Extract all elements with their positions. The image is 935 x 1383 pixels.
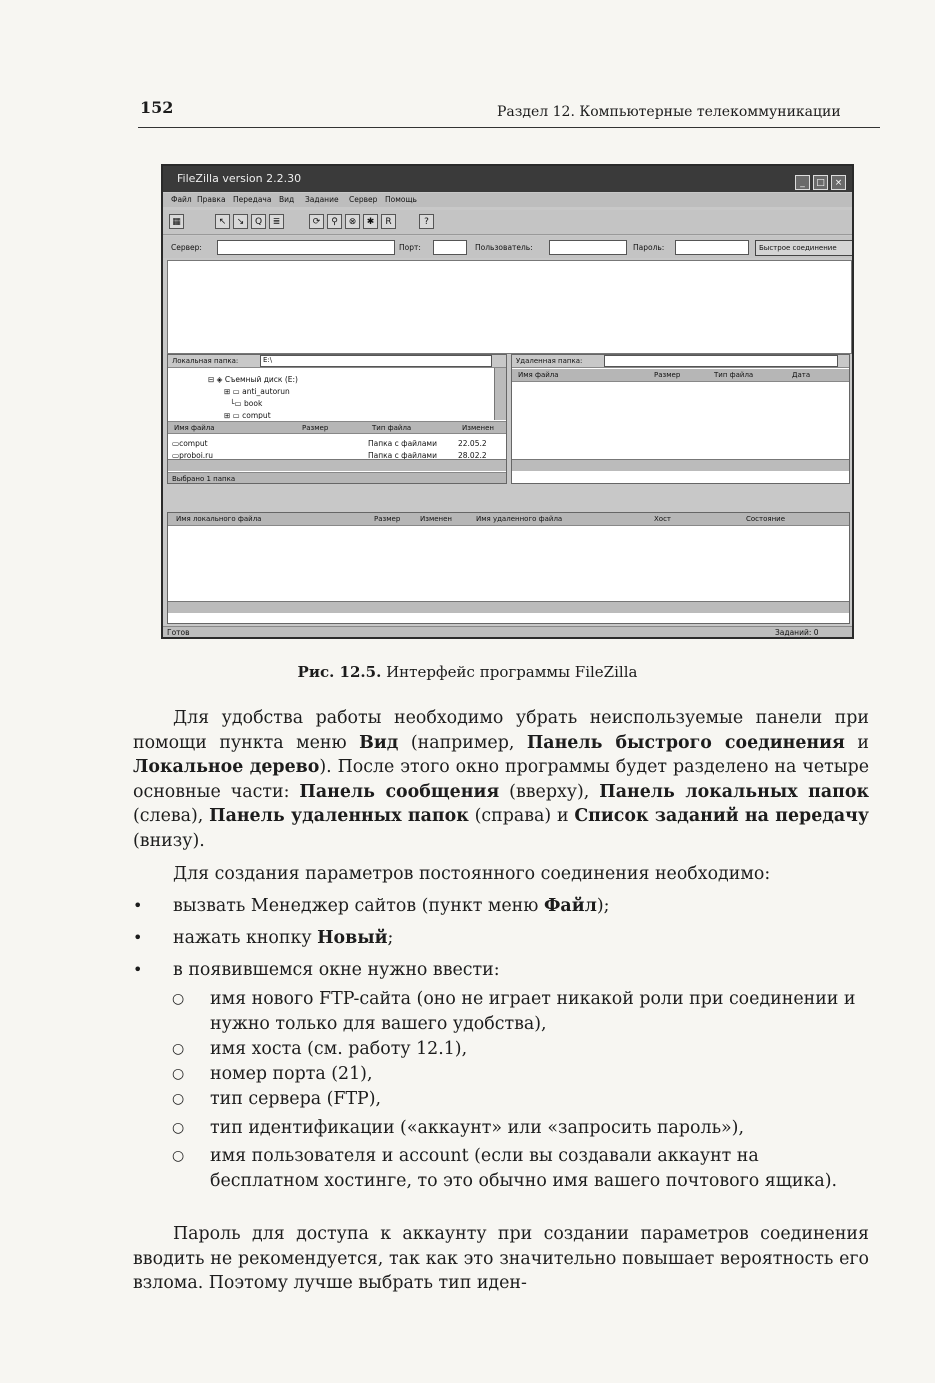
- menu-edit[interactable]: Правка: [197, 195, 226, 204]
- header-rule: [138, 127, 880, 128]
- status-queue-count: Заданий: 0: [775, 628, 819, 637]
- queue-columns: [168, 513, 849, 526]
- circle-bullet-icon: ○: [172, 1066, 185, 1082]
- sub-item: ○ тип идентификации («аккаунт» или «запросить пароль»),: [210, 1116, 868, 1141]
- sub-item: ○ тип сервера (FTP),: [210, 1087, 868, 1112]
- local-columns: [168, 421, 506, 434]
- help-icon[interactable]: ?: [419, 214, 434, 229]
- toggle-queue-icon[interactable]: ≣: [269, 214, 284, 229]
- col-date[interactable]: Дата: [792, 371, 811, 379]
- tree-scrollbar[interactable]: [494, 368, 506, 420]
- col-type[interactable]: Тип файла: [714, 371, 754, 379]
- col-type[interactable]: Тип файла: [372, 424, 412, 432]
- figure-caption: [0, 663, 935, 681]
- menu-file[interactable]: Файл: [171, 195, 192, 204]
- close-icon[interactable]: ×: [831, 175, 846, 190]
- col-modified[interactable]: Изменен: [420, 515, 453, 523]
- remote-columns: [512, 369, 849, 382]
- folder-icon: ▭: [172, 439, 180, 448]
- caption-text: Интерфейс программы FileZilla: [386, 663, 638, 681]
- quickconnect-button[interactable]: Быстрое соединение: [755, 240, 854, 256]
- toggle-log-icon[interactable]: ↖: [215, 214, 230, 229]
- local-status: Выбрано 1 папка: [168, 472, 506, 484]
- remote-path-input[interactable]: [604, 355, 838, 367]
- menu-bar: [163, 193, 852, 207]
- sub-item: ○ имя пользователя и account (если вы создавали аккаунт на бесплатном хостинге, то это обычно имя вашего почтового ящика).: [172, 1146, 838, 1191]
- menu-server[interactable]: Сервер: [349, 195, 378, 204]
- queue-hscrollbar[interactable]: [168, 601, 849, 613]
- remote-hscrollbar[interactable]: [512, 459, 849, 471]
- bullet-item: • в появившемся окне нужно ввести:: [173, 958, 500, 983]
- tree-item-anti-autorun[interactable]: ⊞ ▭ anti_autorun: [224, 387, 290, 396]
- password-input[interactable]: [675, 240, 749, 255]
- col-size[interactable]: Размер: [374, 515, 401, 523]
- bullet-item: • нажать кнопку Новый;: [173, 926, 393, 951]
- menu-transfer[interactable]: Передача: [233, 195, 272, 204]
- folder-icon: ▭: [232, 387, 240, 396]
- col-local-file[interactable]: Имя локального файла: [176, 515, 262, 523]
- menu-help[interactable]: Помощь: [385, 195, 417, 204]
- circle-bullet-icon: ○: [172, 1120, 185, 1136]
- disconnect-icon[interactable]: ✱: [363, 214, 378, 229]
- server-label: Сервер:: [171, 243, 202, 252]
- quickconnect-bar: [163, 236, 852, 258]
- bullet-icon: •: [133, 960, 143, 979]
- paragraph-2: Для создания параметров постоянного соединения необходимо:: [173, 864, 771, 884]
- list-item[interactable]: ▭proboi.ru Папка с файлами 28.02.2: [172, 451, 487, 459]
- tree-item-book[interactable]: └▭ book: [230, 399, 263, 408]
- col-filename[interactable]: Имя файла: [174, 424, 215, 432]
- folder-icon: ▭: [172, 451, 180, 459]
- running-title: Раздел 12. Компьютерные телекоммуникации: [497, 104, 841, 120]
- tree-item-removable-disk[interactable]: ⊟ ◈ Съемный диск (E:): [208, 375, 298, 384]
- bullet-item: • вызвать Менеджер сайтов (пункт меню Файл);: [173, 894, 610, 919]
- port-input[interactable]: [433, 240, 467, 255]
- filezilla-window: [161, 164, 854, 639]
- toolbar: [163, 210, 852, 235]
- title-bar: [163, 166, 852, 192]
- bullet-icon: •: [133, 928, 143, 947]
- user-label: Пользователь:: [475, 243, 533, 252]
- folder-icon: ▭: [234, 399, 242, 408]
- status-bar: [163, 626, 852, 639]
- remote-pane: [511, 354, 850, 484]
- site-manager-icon[interactable]: ▦: [169, 214, 184, 229]
- queue-pane: [167, 512, 850, 624]
- local-path-bar: [168, 355, 506, 368]
- col-status[interactable]: Состояние: [746, 515, 786, 523]
- col-modified[interactable]: Изменен: [462, 424, 495, 432]
- port-label: Порт:: [399, 243, 421, 252]
- col-remote-file[interactable]: Имя удаленного файла: [476, 515, 563, 523]
- circle-bullet-icon: ○: [172, 991, 185, 1007]
- disk-icon: ◈: [216, 375, 223, 384]
- message-log: [167, 260, 852, 354]
- minimize-icon[interactable]: _: [795, 175, 810, 190]
- remote-path-bar: [512, 355, 849, 368]
- remote-path-label: Удаленная папка:: [516, 357, 583, 365]
- col-filename[interactable]: Имя файла: [518, 371, 559, 379]
- reconnect-icon[interactable]: R: [381, 214, 396, 229]
- local-path-input[interactable]: E:\: [260, 355, 492, 367]
- refresh-icon[interactable]: ⟳: [309, 214, 324, 229]
- col-size[interactable]: Размер: [654, 371, 681, 379]
- folder-icon: ▭: [232, 411, 240, 419]
- list-item[interactable]: ▭comput Папка с файлами 22.05.2: [172, 439, 487, 448]
- col-host[interactable]: Хост: [654, 515, 672, 523]
- page-number: 152: [140, 98, 174, 117]
- tree-item-comput[interactable]: ⊞ ▭ comput: [224, 411, 271, 419]
- sub-item: ○ имя нового FTP-сайта (оно не играет никакой роли при соединении и нужно только для вашего удобства),: [172, 989, 856, 1034]
- paragraph-1: Для удобства работы необходимо убрать неиспользуемые панели при помощи пункта меню Вид (например, Панель быстрого соединения и Локальное дерево). После этого окно программы будет разделено на четыре основные части: Панель сообщения (вверху), Панель локальных папок (слева), Панель удаленных папок (справа) и Список заданий на передачу (внизу).: [133, 708, 870, 851]
- user-input[interactable]: [549, 240, 627, 255]
- caption-label: Рис. 12.5.: [297, 663, 382, 681]
- local-pane: [167, 354, 507, 484]
- toggle-quickconnect-icon[interactable]: Q: [251, 214, 266, 229]
- cancel-icon[interactable]: ⊗: [345, 214, 360, 229]
- menu-view[interactable]: Вид: [279, 195, 295, 204]
- local-path-label: Локальная папка:: [172, 357, 239, 365]
- bullet-icon: •: [133, 896, 143, 915]
- search-icon[interactable]: ⚲: [327, 214, 342, 229]
- maximize-icon[interactable]: □: [813, 175, 828, 190]
- toggle-tree-icon[interactable]: ↘: [233, 214, 248, 229]
- circle-bullet-icon: ○: [172, 1148, 185, 1164]
- status-ready: Готов: [167, 628, 190, 637]
- sub-item: ○ номер порта (21),: [210, 1062, 868, 1087]
- local-hscrollbar[interactable]: [168, 459, 506, 471]
- sub-item: ○ имя хоста (см. работу 12.1),: [210, 1037, 868, 1062]
- circle-bullet-icon: ○: [172, 1091, 185, 1107]
- server-input[interactable]: [217, 240, 395, 255]
- paragraph-3: Пароль для доступа к аккаунту при создании параметров соединения вводить не рекомендуется, так как это значительно повышает вероятность его взлома. Поэтому лучше выбрать тип иден-: [133, 1224, 869, 1294]
- window-title: FileZilla version 2.2.30: [177, 172, 302, 185]
- col-size[interactable]: Размер: [302, 424, 329, 432]
- circle-bullet-icon: ○: [172, 1041, 185, 1057]
- password-label: Пароль:: [633, 243, 665, 252]
- menu-queue[interactable]: Задание: [305, 195, 339, 204]
